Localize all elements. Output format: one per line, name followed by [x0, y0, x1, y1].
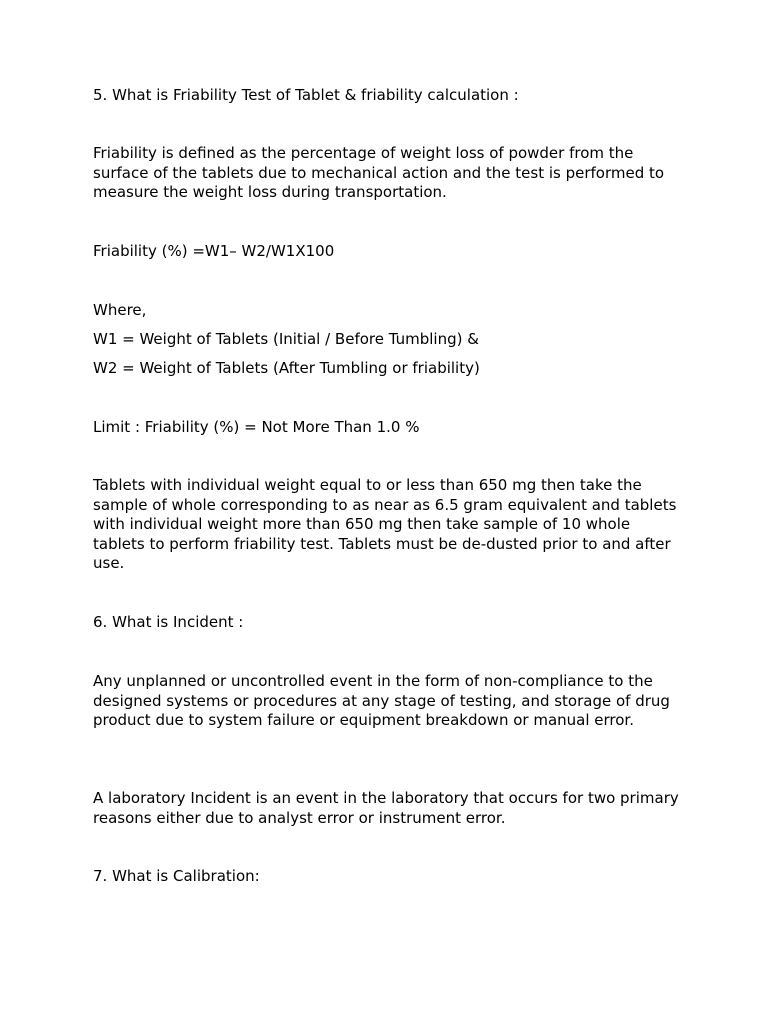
where-label: Where, [93, 301, 147, 319]
incident-definition: Any unplanned or uncontrolled event in the form of non-compliance to the designed systems or procedures at any stage of testing, and storage of drug product due to system failure or equipment breakdown or manual error. [93, 672, 670, 730]
w1-definition: W1 = Weight of Tablets (Initial / Before Tumbling) & [93, 330, 479, 348]
question-7-heading: 7. What is Calibration: [93, 867, 260, 885]
laboratory-incident-paragraph: A laboratory Incident is an event in the laboratory that occurs for two primary reasons either due to analyst error or instrument error. [93, 789, 679, 827]
question-6-heading: 6. What is Incident : [93, 613, 244, 631]
friability-definition: Friability is defined as the percentage of weight loss of powder from the surface of the tablets due to mechanical action and the test is performed to measure the weight loss during transportation. [93, 144, 665, 202]
w2-definition: W2 = Weight of Tablets (After Tumbling or friability) [93, 359, 480, 377]
question-5-heading: 5. What is Friability Test of Tablet & friability calculation : [93, 86, 519, 104]
sampling-paragraph: Tablets with individual weight equal to or less than 650 mg then take the sample of whole corresponding to as near as 6.5 gram equivalent and tablets with individual weight more than 650 mg then take sample of 10 whole tablets to perform friability test. Tablets must be de-dusted prior to and after use. [93, 476, 677, 573]
friability-formula: Friability (%) =W1– W2/W1X100 [93, 242, 335, 260]
friability-limit: Limit : Friability (%) = Not More Than 1.0 % [93, 418, 420, 436]
